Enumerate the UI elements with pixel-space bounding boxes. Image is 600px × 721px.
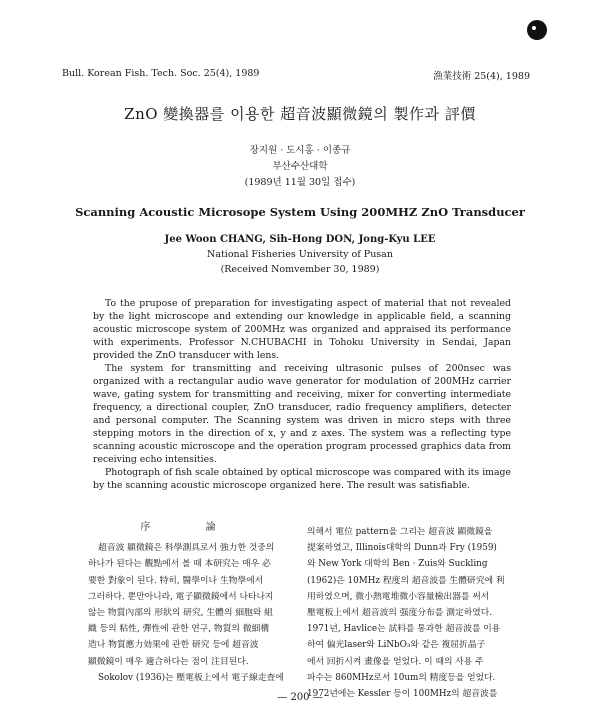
- text-line: 顯微鏡이 매우 適合하다는 점이 注目된다.: [88, 656, 249, 667]
- section-heading: 序 論: [140, 522, 242, 533]
- korean-authors: 장지원 · 도시홍 · 이종규: [249, 145, 351, 156]
- body-column-left: [88, 520, 294, 686]
- page-marker-dot: [527, 20, 547, 40]
- text-line: (1962)은 10MHz 程度의 超音波를 生體研究에 利: [307, 575, 505, 586]
- text-line: 파수는 860MHz로서 10um의 精度등을 얻었다.: [307, 672, 496, 683]
- abstract-paragraph: To the prupose of preparation for investigating aspect of material that not revealed by the light microscope and extending our knowledge in applicable field, a scanning acoustic microscope system of 200MHz was organized and appraised its performance with experiments. Professor N.CHUBACHI in Tohoku University in Sendai, Japan provided the ZnO transducer with lens.: [93, 298, 511, 361]
- text-line: 하여 偏光laser와 LiNbO₃와 같은 複屈折晶子: [307, 640, 486, 651]
- text-line: 와 New York 대학의 Ben · Zuis와 Suckling: [307, 559, 488, 570]
- english-received-date: (Received Nomvember 30, 1989): [220, 264, 380, 275]
- english-affiliation: National Fisheries University of Pusan: [207, 249, 393, 260]
- text-line: 않는 物質內部의 形狀의 研究, 生體의 細胞와 組: [88, 608, 273, 619]
- running-header-right: 漁業技術 25(4), 1989: [433, 71, 530, 82]
- english-title: Scanning Acoustic Microsope System Using 200MHZ ZnO Transducer: [75, 205, 525, 219]
- running-header-left: Bull. Korean Fish. Tech. Soc. 25(4), 1989: [62, 68, 260, 79]
- text-line: 1971년, Havlice는 試料를 통과한 超音波를 이용: [307, 624, 501, 635]
- korean-title: ZnO 變換器를 이용한 超音波顯微鏡의 製作과 評價: [124, 105, 476, 123]
- text-line: 造나 物質應力効果에 관한 研究 등에 超音波: [88, 640, 259, 651]
- korean-affiliation: 부산수산대학: [272, 161, 328, 172]
- abstract-paragraph: Photograph of fish scale obtained by optical microscope was compared with its image by the scanning acoustic microscope organized here. The result was satisfiable.: [93, 467, 511, 491]
- text-line: Sokolov (1936)는 壓電板上에서 電子線走査에: [98, 672, 284, 683]
- text-line: 織 등의 粘性, 彈性에 관한 연구, 物質의 微細構: [88, 624, 270, 635]
- korean-received-date: (1989년 11월 30일 접수): [244, 177, 356, 188]
- text-line: 用하였으며, 微小熱電堆微小容量檢出器를 써서: [307, 591, 490, 602]
- text-line: 壓電板上에서 超音波의 强度分布를 測定하였다.: [307, 608, 493, 619]
- text-line: 하나가 된다는 觀點에서 볼 때 本研究는 매우 必: [88, 559, 271, 570]
- text-line: 超音波 顯微鏡은 科學測具로서 強力한 것중의: [98, 543, 275, 554]
- abstract-paragraph: The system for transmitting and receiving ultrasonic pulses of 200nsec was organized with a rectangular audio wave generator for modulation of 200MHz carrier wave, gating system for transmitting and receiving, mixer for converting intermediate frequency, a directional coupler, ZnO transducer, radio frequency amplifiers, detecter and personal computer. The Scanning system was driven in micro steps with three stepping motors in the direction of x, y and z axes. The system was a reflecting type scanning acoustic microscope and the operation program processed graphics data from receiving echo intensities.: [93, 363, 511, 465]
- abstract: [93, 297, 511, 492]
- text-line: 의해서 電位 pattern을 그리는 超音波 顯微鏡을: [307, 527, 493, 537]
- page-number: — 200 —: [277, 692, 323, 703]
- body-column-right: [307, 524, 517, 702]
- text-line: 1972년에는 Kessler 등이 100MHz의 超音波를: [307, 689, 498, 700]
- text-line: 그러하다. 뿐만아니라, 電子顯微鏡에서 나타나지: [88, 591, 274, 602]
- text-line: 提案하였고, Illinois대학의 Dunn과 Fry (1959): [307, 543, 497, 554]
- english-authors: Jee Woon CHANG, Sih-Hong DON, Jong-Kyu LEE: [164, 234, 436, 245]
- text-line: 要한 對象이 된다. 特히, 醫學이나 生物學에서: [88, 575, 264, 586]
- text-line: 에서 回折시켜 畫像을 얻었다. 이 때의 사용 주: [307, 656, 484, 667]
